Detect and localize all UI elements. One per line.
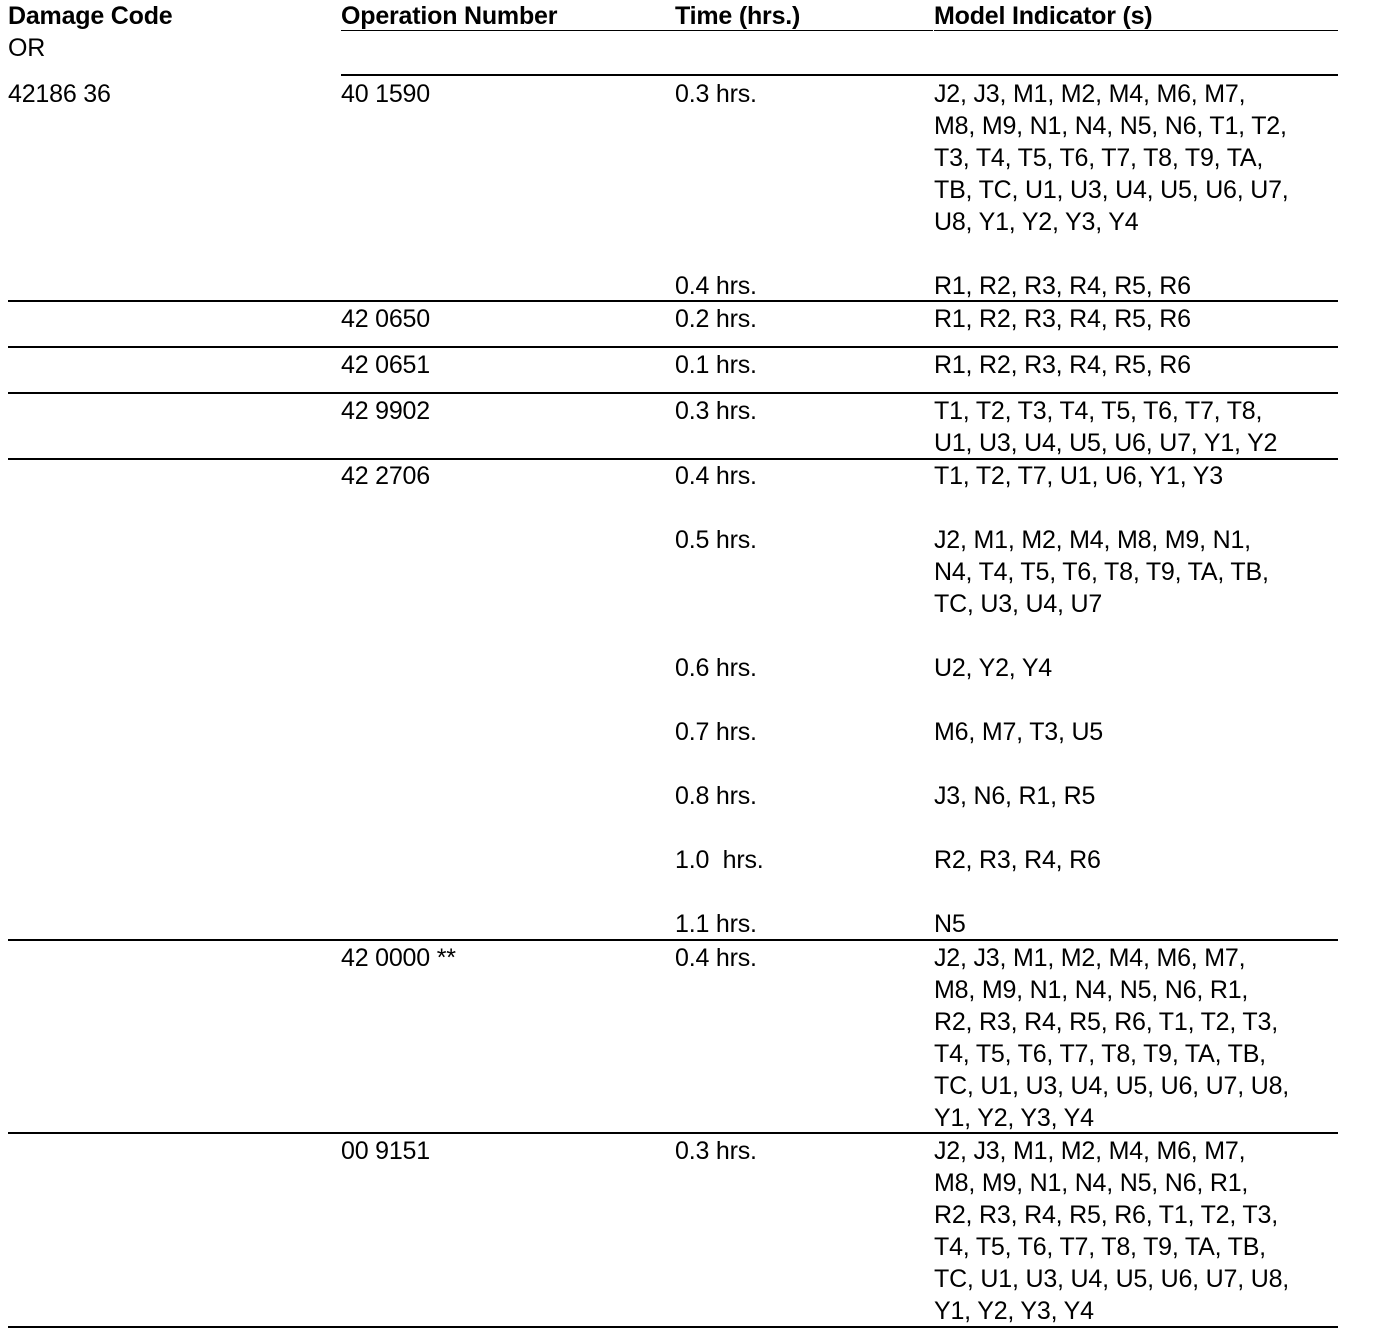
model-line: J2, M1, M2, M4, M8, M9, N1, (934, 526, 1251, 554)
model-line: U1, U3, U4, U5, U6, U7, Y1, Y2 (934, 429, 1278, 457)
operation-number: 42 2706 (341, 462, 430, 490)
row-divider (8, 1326, 1338, 1328)
model-line: TC, U3, U4, U7 (934, 590, 1103, 618)
model-line: M8, M9, N1, N4, N5, N6, T1, T2, (934, 112, 1287, 140)
time-value: 0.7 hrs. (675, 718, 757, 746)
model-line: T4, T5, T6, T7, T8, T9, TA, TB, (934, 1040, 1266, 1068)
row-divider (8, 300, 1338, 302)
time-value: 0.3 hrs. (675, 397, 757, 425)
time-value: 0.3 hrs. (675, 80, 757, 108)
model-line: J3, N6, R1, R5 (934, 782, 1096, 810)
row-divider (341, 74, 1338, 76)
time-value: 0.4 hrs. (675, 272, 757, 300)
model-line: R1, R2, R3, R4, R5, R6 (934, 272, 1191, 300)
model-line: R1, R2, R3, R4, R5, R6 (934, 351, 1191, 379)
time-value: 0.2 hrs. (675, 305, 757, 333)
model-line: R2, R3, R4, R5, R6, T1, T2, T3, (934, 1008, 1278, 1036)
model-line: T4, T5, T6, T7, T8, T9, TA, TB, (934, 1233, 1266, 1261)
header-underline (341, 30, 933, 31)
time-value: 0.3 hrs. (675, 1137, 757, 1165)
row-divider (8, 1132, 1338, 1134)
operation-number: 42 0651 (341, 351, 430, 379)
model-line: R2, R3, R4, R5, R6, T1, T2, T3, (934, 1201, 1278, 1229)
model-line: M8, M9, N1, N4, N5, N6, R1, (934, 976, 1249, 1004)
time-value: 0.5 hrs. (675, 526, 757, 554)
operation-number: 42 9902 (341, 397, 430, 425)
time-value: 0.4 hrs. (675, 944, 757, 972)
model-line: Y1, Y2, Y3, Y4 (934, 1104, 1094, 1132)
model-line: M8, M9, N1, N4, N5, N6, R1, (934, 1169, 1249, 1197)
time-value: 0.6 hrs. (675, 654, 757, 682)
row-divider (8, 939, 1338, 941)
operation-number: 00 9151 (341, 1137, 430, 1165)
header-operation-number: Operation Number (341, 2, 558, 30)
time-value: 0.8 hrs. (675, 782, 757, 810)
model-line: TC, U1, U3, U4, U5, U6, U7, U8, (934, 1072, 1290, 1100)
model-line: U8, Y1, Y2, Y3, Y4 (934, 208, 1139, 236)
header-damage-code: Damage Code (8, 2, 173, 30)
model-line: N5 (934, 910, 966, 938)
model-line: M6, M7, T3, U5 (934, 718, 1104, 746)
model-line: J2, J3, M1, M2, M4, M6, M7, (934, 80, 1246, 108)
header-model-indicator: Model Indicator (s) (934, 2, 1153, 30)
model-line: TB, TC, U1, U3, U4, U5, U6, U7, (934, 176, 1289, 204)
time-value: 1.0 hrs. (675, 846, 764, 874)
time-value: 1.1 hrs. (675, 910, 757, 938)
header-underline-right (934, 30, 1338, 31)
operation-number: 42 0650 (341, 305, 430, 333)
model-line: J2, J3, M1, M2, M4, M6, M7, (934, 1137, 1246, 1165)
operation-number: 40 1590 (341, 80, 430, 108)
model-line: T1, T2, T7, U1, U6, Y1, Y3 (934, 462, 1223, 490)
model-line: R1, R2, R3, R4, R5, R6 (934, 305, 1191, 333)
model-line: N4, T4, T5, T6, T8, T9, TA, TB, (934, 558, 1269, 586)
model-line: TC, U1, U3, U4, U5, U6, U7, U8, (934, 1265, 1290, 1293)
header-time: Time (hrs.) (675, 2, 801, 30)
model-line: Y1, Y2, Y3, Y4 (934, 1297, 1094, 1325)
or-label: OR (8, 34, 46, 62)
time-value: 0.4 hrs. (675, 462, 757, 490)
model-line: R2, R3, R4, R6 (934, 846, 1101, 874)
row-divider (8, 346, 1338, 348)
damage-code-value: 42186 36 (8, 80, 111, 108)
model-line: U2, Y2, Y4 (934, 654, 1052, 682)
model-line: T1, T2, T3, T4, T5, T6, T7, T8, (934, 397, 1263, 425)
row-divider (8, 392, 1338, 394)
model-line: J2, J3, M1, M2, M4, M6, M7, (934, 944, 1246, 972)
model-line: T3, T4, T5, T6, T7, T8, T9, TA, (934, 144, 1264, 172)
time-value: 0.1 hrs. (675, 351, 757, 379)
operation-number: 42 0000 ** (341, 944, 456, 972)
